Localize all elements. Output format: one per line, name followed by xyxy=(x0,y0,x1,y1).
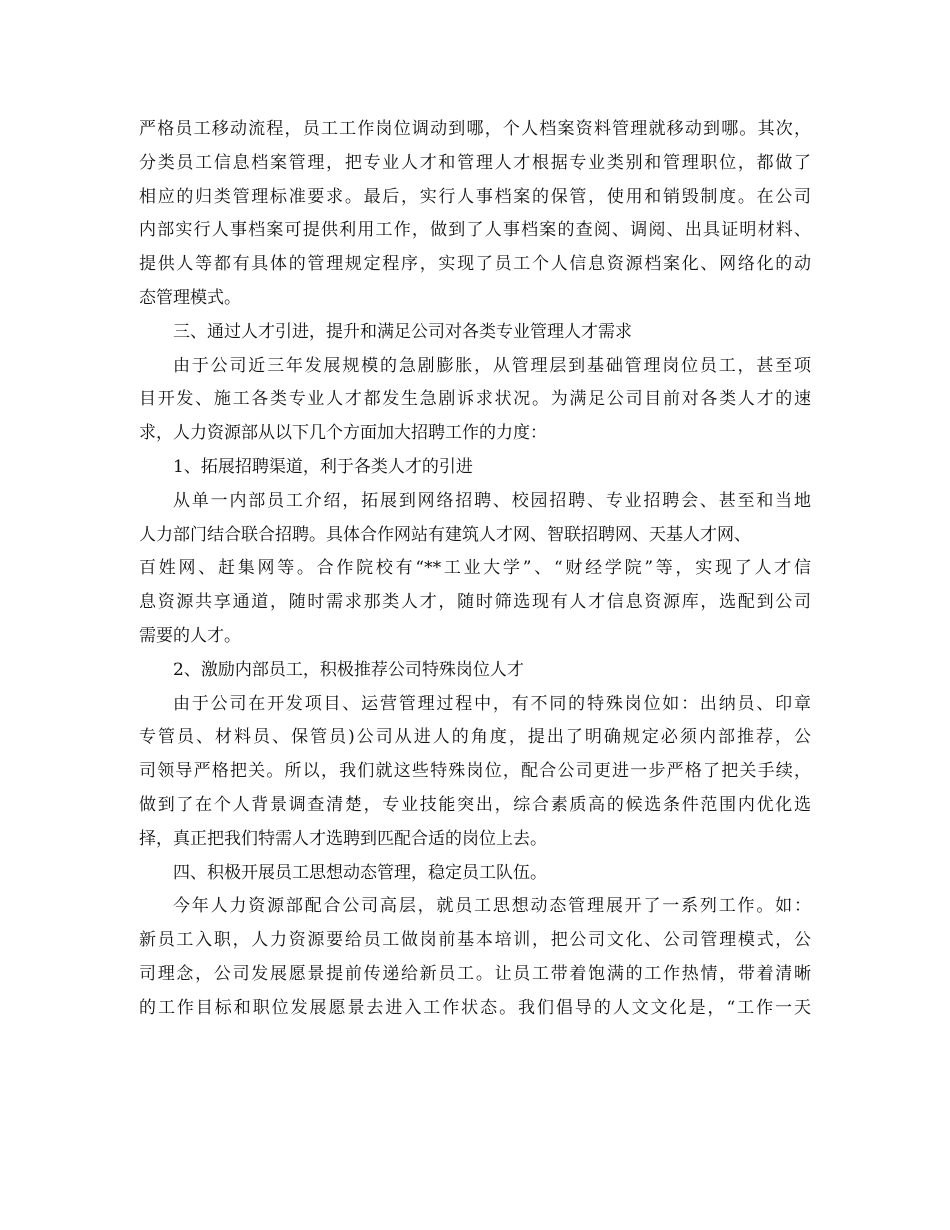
text-line: 的工作目标和职位发展愿景去进入工作状态。我们倡导的人文文化是，“工作一天 xyxy=(139,997,811,1018)
text-line: 择，真正把我们特需人才选聘到匹配合适的岗位上去。 xyxy=(139,828,547,849)
text-line: 人力部门结合联合招聘。具体合作网站有建筑人才网、智联招聘网、天基人才网、 xyxy=(139,524,751,545)
text-line: 内部实行人事档案可提供利用工作，做到了人事档案的查阅、调阅、出具证明材料、 xyxy=(139,220,811,241)
text-line: 目开发、施工各类专业人才都发生急剧诉求状况。为满足公司目前对各类人才的速 xyxy=(139,389,811,410)
text-line: 从单一内部员工介绍，拓展到网络招聘、校园招聘、专业招聘会、甚至和当地 xyxy=(173,490,811,511)
text-line: 百姓网、赶集网等。合作院校有“**工业大学”、“财经学院”等，实现了人才信 xyxy=(139,558,811,579)
text-line: 新员工入职，人力资源要给员工做岗前基本培训，把公司文化、公司管理模式，公 xyxy=(139,930,811,951)
text-line: 需要的人才。 xyxy=(139,625,241,646)
text-line: 今年人力资源部配合公司高层，就员工思想动态管理展开了一系列工作。如： xyxy=(173,896,811,917)
section-heading-3: 三、通过人才引进，提升和满足公司对各类专业管理人才需求 xyxy=(173,321,632,342)
text-line: 相应的归类管理标准要求。最后，实行人事档案的保管，使用和销毁制度。在公司 xyxy=(139,186,811,207)
text-line: 息资源共享通道，随时需求那类人才，随时筛选现有人才信息资源库，选配到公司 xyxy=(139,592,811,613)
text-line: 严格员工移动流程，员工工作岗位调动到哪，个人档案资料管理就移动到哪。其次， xyxy=(139,119,811,139)
document-body xyxy=(139,113,811,1026)
text-line: 求，人力资源部从以下几个方面加大招聘工作的力度： xyxy=(139,423,547,444)
text-line: 司领导严格把关。所以，我们就这些特殊岗位，配合公司更进一步严格了把关手续， xyxy=(139,761,811,782)
text-line: 提供人等都有具体的管理规定程序，实现了员工个人信息资源档案化、网络化的动 xyxy=(139,254,811,275)
text-line: 态管理模式。 xyxy=(139,287,241,308)
text-line: 做到了在个人背景调查清楚，专业技能突出，综合素质高的候选条件范围内优化选 xyxy=(139,794,811,815)
text-line: 由于公司在开发项目、运营管理过程中，有不同的特殊岗位如：出纳员、印章 xyxy=(173,693,811,714)
text-line: 由于公司近三年发展规模的急剧膨胀，从管理层到基础管理岗位员工，甚至项 xyxy=(173,355,811,376)
text-line: 分类员工信息档案管理，把专业人才和管理人才根据专业类别和管理职位，都做了 xyxy=(139,152,811,173)
subsection-heading-1: 1、拓展招聘渠道，利于各类人才的引进 xyxy=(173,456,473,477)
text-line: 专管员、材料员、保管员)公司从进人的角度，提出了明确规定必须内部推荐，公 xyxy=(139,727,811,748)
section-heading-4: 四、积极开展员工思想动态管理，稳定员工队伍。 xyxy=(173,862,547,883)
subsection-heading-2: 2、激励内部员工，积极推荐公司特殊岗位人才 xyxy=(173,659,524,680)
text-line: 司理念，公司发展愿景提前传递给新员工。让员工带着饱满的工作热情，带着清晰 xyxy=(139,963,811,984)
